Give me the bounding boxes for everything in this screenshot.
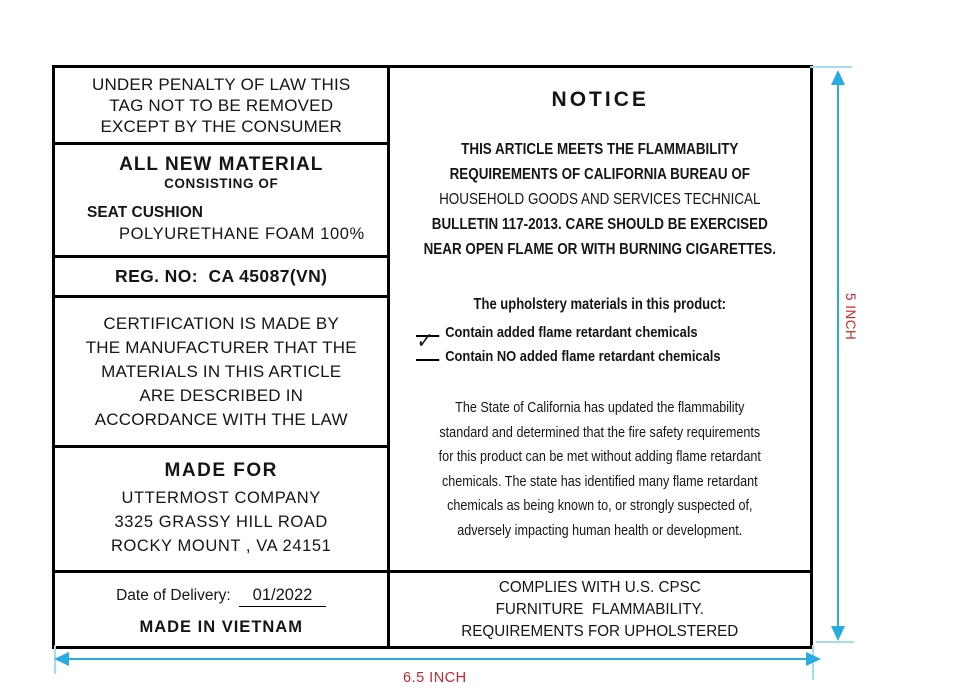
width-dimension-line: [68, 658, 808, 660]
arrow-down-icon: [831, 626, 845, 641]
dimension-extension-tick-bottom: [816, 641, 854, 643]
country-of-origin: MADE IN VIETNAM: [139, 618, 303, 636]
state-line: for this product can be met without adding flame retardant: [439, 448, 762, 465]
material-title: ALL NEW MATERIAL: [119, 154, 324, 175]
penalty-line: EXCEPT BY THE CONSUMER: [100, 116, 342, 136]
cpsc-line: FURNITURE FLAMMABILITY.: [496, 600, 705, 618]
label-right-column: [390, 68, 810, 646]
material-section: [55, 145, 387, 258]
flammability-paragraph: [424, 137, 776, 262]
label-left-column: [55, 68, 390, 646]
material-subtitle: CONSISTING OF: [164, 176, 279, 191]
width-dimension-label: 6.5 INCH: [403, 670, 467, 686]
checked-blank: [415, 329, 439, 361]
flammability-line: NEAR OPEN FLAME OR WITH BURNING CIGARETTES.: [424, 241, 777, 258]
law-label: [52, 65, 813, 649]
certification-section: [55, 298, 387, 448]
penalty-line: TAG NOT TO BE REMOVED: [109, 95, 334, 115]
certification-line: CERTIFICATION IS MADE BY: [103, 313, 340, 333]
delivery-section: [55, 573, 387, 646]
flammability-line: THIS ARTICLE MEETS THE FLAMMABILITY: [461, 141, 739, 158]
material-composition: POLYURETHANE FOAM 100%: [119, 225, 365, 243]
retardant-options: [416, 321, 810, 369]
state-line: The State of California has updated the flammability: [455, 399, 745, 416]
state-line: chemicals as being known to, or strongly suspected of,: [447, 497, 753, 514]
flammability-line: BULLETIN 117-2013. CARE SHOULD BE EXERCISED: [432, 216, 769, 233]
option-contains-retardant: [416, 321, 754, 345]
dimension-extension-tick-top: [810, 66, 852, 68]
cpsc-line: REQUIREMENTS FOR UPHOLSTERED: [461, 622, 739, 640]
material-item: SEAT CUSHION: [87, 204, 203, 221]
certification-line: ACCORDANCE WITH THE LAW: [94, 409, 348, 429]
state-line: standard and determined that the fire safety requirements: [439, 423, 761, 441]
arrow-up-icon: [831, 70, 845, 85]
delivery-date-value: 01/2022: [239, 586, 327, 607]
made-for-city: ROCKY MOUNT , VA 24151: [110, 537, 332, 555]
state-update-paragraph: [424, 396, 776, 543]
flammability-line: HOUSEHOLD GOODS AND SERVICES TECHNICAL: [439, 191, 761, 208]
certification-line: MATERIALS IN THIS ARTICLE: [101, 361, 342, 381]
penalty-line: UNDER PENALTY OF LAW THIS: [91, 74, 351, 94]
arrow-left-icon: [54, 652, 69, 666]
option-no-retardant-label: Contain NO added flame retardant chemicals: [445, 348, 721, 365]
delivery-row: [116, 586, 326, 607]
delivery-label: Date of Delivery:: [116, 587, 231, 604]
certification-line: THE MANUFACTURER THAT THE: [85, 337, 357, 357]
penalty-section: [55, 68, 387, 145]
flammability-line: REQUIREMENTS OF CALIFORNIA BUREAU OF: [450, 166, 751, 183]
notice-section: [390, 68, 810, 573]
registration-number: REG. NO: CA 45087(VN): [55, 258, 387, 298]
checkmark-icon: ✓: [415, 329, 435, 354]
height-dimension-line: [837, 76, 839, 636]
cpsc-compliance-section: [390, 573, 810, 646]
cpsc-line: COMPLIES WITH U.S. CPSC: [499, 578, 702, 596]
notice-title: NOTICE: [551, 88, 649, 111]
made-for-company: UTTERMOST COMPANY: [121, 489, 321, 507]
arrow-right-icon: [806, 652, 821, 666]
upholstery-heading: The upholstery materials in this product:: [473, 296, 727, 313]
state-line: chemicals. The state has identified many flame retardant: [442, 472, 759, 490]
height-dimension-label: 5 INCH: [843, 293, 858, 341]
made-for-title: MADE FOR: [164, 460, 278, 481]
option-contains-retardant-label: Contain added flame retardant chemicals: [445, 324, 699, 341]
made-for-street: 3325 GRASSY HILL ROAD: [114, 513, 328, 531]
made-for-section: [55, 448, 387, 573]
state-line: adversely impacting human health or development.: [457, 521, 743, 539]
certification-line: ARE DESCRIBED IN: [139, 385, 304, 405]
